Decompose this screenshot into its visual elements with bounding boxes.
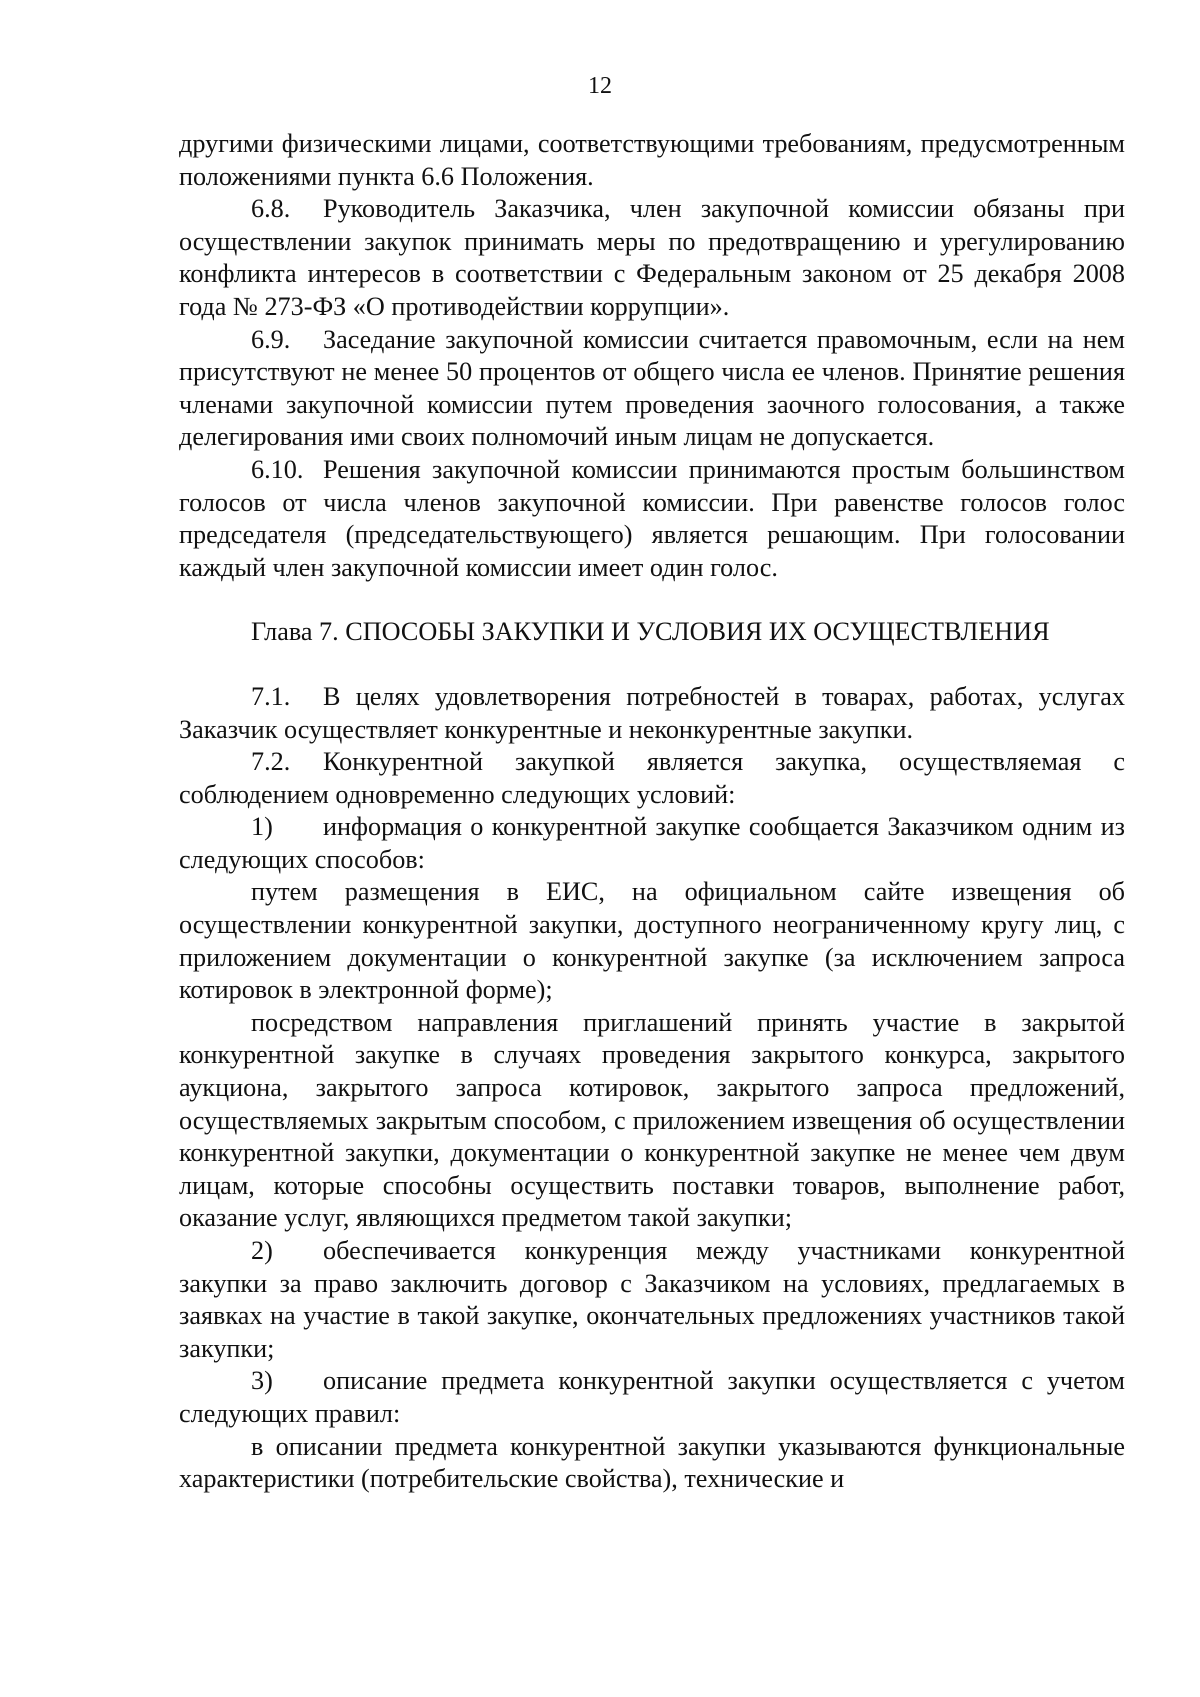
paragraph-text: Руководитель Заказчика, член закупочной комиссии обязаны при осуществлении закупок принимать меры по предотвращению и урегулированию конфликта интересов в соответствии с Федеральным законом от 25 декабря 2008 года № 273-ФЗ «О противодействии коррупции». [179, 194, 1125, 321]
paragraph-text: в описании предмета конкурентной закупки указываются функциональные характеристики (потребительские свойства), технические и [179, 1431, 1125, 1494]
paragraph [179, 876, 1125, 1006]
paragraph-text: посредством направления приглашений принять участие в закрытой конкурентной закупке в случаях проведения закрытого конкурса, закрытого аукциона, закрытого запроса котировок, закрытого запроса предложений, осуществляемых закрытым способом, с приложением извещения об осуществлении конкурентной закупки, документации о конкурентной закупке не менее чем двум лицам, которые способны осуществить поставки товаров, выполнение работ, оказание услуг, являющихся предметом такой закупки; [179, 1007, 1125, 1233]
paragraph-number: 6.10. [251, 454, 304, 484]
numbered-paragraph [179, 1235, 1125, 1365]
paragraph-number: 3) [251, 1366, 273, 1396]
paragraph-text: Заседание закупочной комиссии считается правомочным, если на нем присутствуют не менее 50 процентов от общего числа ее членов. Принятие решения членами закупочной комиссии путем проведения заочного голосования, а также делегирования ими своих полномочий иным лицам не допускается. [179, 324, 1125, 452]
paragraph [179, 128, 1125, 193]
paragraph-text: Решения закупочной комиссии принимаются простым большинством голосов от числа членов закупочной комиссии. При равенстве голосов голос председателя (председательствующего) является решающим. При голосовании каждый член закупочной комиссии имеет один голос. [179, 454, 1125, 582]
numbered-paragraph [179, 746, 1125, 811]
numbered-paragraph [179, 1365, 1125, 1430]
paragraph-text: описание предмета конкурентной закупки осуществляется с учетом следующих правил: [179, 1366, 1125, 1428]
paragraph-text: путем размещения в ЕИС, на официальном сайте извещения об осуществлении конкурентной закупки, доступного неограниченному кругу лиц, с приложением документации о конкурентной закупке (за исключением запроса котировок в электронной форме); [179, 877, 1125, 1005]
paragraph-number: 6.8. [251, 194, 291, 224]
numbered-paragraph [179, 811, 1125, 876]
paragraph-text: другими физическими лицами, соответствующими требованиям, предусмотренным положениями пункта 6.6 Положения. [179, 129, 1125, 191]
paragraphs-top [179, 128, 1125, 584]
paragraph-number: 6.9. [251, 324, 291, 354]
page-number: 12 [588, 73, 612, 99]
paragraph-number: 1) [251, 812, 273, 842]
paragraph-text: информация о конкурентной закупке сообщается Заказчиком одним из следующих способов: [179, 812, 1125, 874]
numbered-paragraph [179, 193, 1125, 323]
numbered-paragraph [179, 454, 1125, 584]
paragraph-text: Конкурентной закупкой является закупка, осуществляемая с соблюдением одновременно следующих условий: [179, 747, 1125, 809]
paragraphs-bottom [179, 681, 1125, 1496]
document-body [179, 128, 1125, 1496]
paragraph [179, 1007, 1125, 1235]
paragraph-number: 7.2. [251, 747, 291, 777]
numbered-paragraph [179, 681, 1125, 746]
paragraph-number: 2) [251, 1236, 273, 1265]
paragraph-text: В целях удовлетворения потребностей в товарах, работах, услугах Заказчик осуществляет конкурентные и неконкурентные закупки. [179, 681, 1125, 744]
chapter-heading: Глава 7. СПОСОБЫ ЗАКУПКИ И УСЛОВИЯ ИХ ОСУЩЕСТВЛЕНИЯ [251, 617, 1050, 647]
paragraph [179, 1431, 1125, 1496]
paragraph-number: 7.1. [251, 681, 291, 711]
paragraph-text: обеспечивается конкуренция между участниками конкурентной закупки за право заключить договор с Заказчиком на условиях, предлагаемых в заявках на участие в такой закупке, окончательных предложениях участников такой закупки; [179, 1236, 1125, 1363]
numbered-paragraph [179, 324, 1125, 454]
